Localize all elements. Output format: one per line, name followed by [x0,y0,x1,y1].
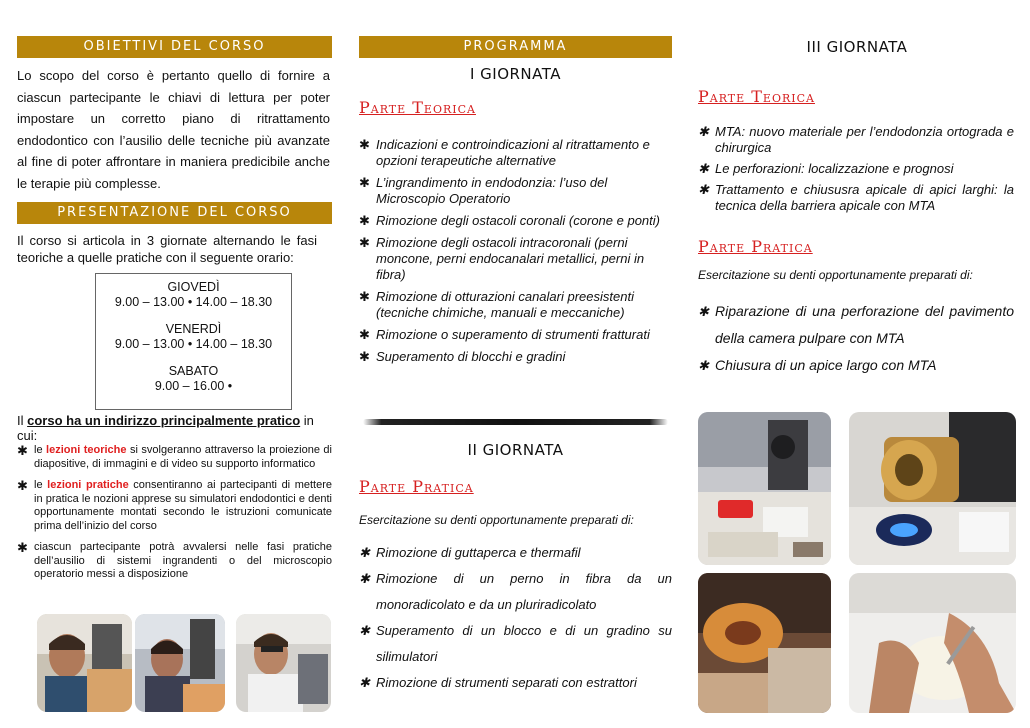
list-item: ✱ Rimozione o superamento di strumenti fratturati [359,327,650,342]
list-item: ✱ Rimozione di strumenti separati con estrattori [359,670,672,696]
asterisk-bullet-icon: ✱ [698,358,709,373]
list-item: ✱ Indicazioni e controindicazioni al ritrattamento e opzioni terapeutiche alternative [359,137,650,168]
day1-title: I GIORNATA [469,65,562,83]
column-obiettivi [17,0,332,728]
list-item: ✱ MTA: nuovo materiale per l’endodonzia ortograda e chirurgica [698,124,1014,155]
list-item: ✱ Rimozione di otturazioni canalari preesistenti (tecniche chimiche, manuali e meccaniche) [359,289,634,320]
day3-pratica-list [698,298,1014,379]
schedule-hours: 9.00 – 16.00 • [154,379,233,393]
obiettivi-text: Lo scopo del corso è pertanto quello di fornire a ciascun partecipante le chiavi di lettura per poter impostare un corretto piano di ritrattamento endodontico con l’ausilio delle tecniche più avanzate al fine di poter affrontare in maniera predicibile anche le terapie più complesse. [17,68,330,191]
day3-esercitazione: Esercitazione su denti opportunamente preparati di: [698,268,973,282]
list-item: ✱ le lezioni teoriche si svolgeranno attraverso la proiezione di diapositive, di immagini e di video su supporto informatico [17,443,332,470]
obiettivi-header: OBIETTIVI DEL CORSO [17,36,332,58]
day2-pratica-list [359,540,672,696]
list-item: ✱ Rimozione degli ostacoli coronali (corone e ponti) [359,213,660,228]
schedule-day-label: GIOVEDÌ [167,280,220,294]
list-item: ✱ Rimozione di un perno in fibra da un monoradicolato e da un pluriradicolato [359,566,672,618]
day1-teorica-list [359,137,672,371]
list-item: ✱ Superamento di un blocco e di un gradino su silimulatori [359,618,672,670]
list-item: ✱ Trattamento e chiususra apicale di apici larghi: la tecnica della barriera apicale con MTA [698,182,1014,213]
asterisk-bullet-icon: ✱ [17,478,28,493]
photo-screen-procedure [698,573,831,713]
highlight-lezioni-pratiche: lezioni pratiche [47,479,129,491]
list-item: ✱ Riparazione di una perforazione del pavimento della camera pulpare con MTA [698,298,1014,352]
asterisk-bullet-icon: ✱ [359,289,370,304]
lead-bold: corso ha un indirizzo principalmente pratico [27,413,301,428]
photo-lab-bench [698,412,831,565]
highlight-lezioni-teoriche: lezioni teoriche [46,444,127,456]
day3-teorica-list [698,124,1014,219]
list-item: ✱ Rimozione degli ostacoli intracoronali (perni moncone, perni endocanalari metallici, perni in fibra) [359,235,645,282]
day3-parte-teorica: Parte Teorica [698,87,815,106]
asterisk-bullet-icon: ✱ [359,545,370,560]
presentazione-text: Il corso si articola in 3 giornate alternando le fasi teoriche a quelle pratiche con il seguente orario: [17,233,317,265]
column-programma [359,0,672,728]
list-item: ✱ Superamento di blocchi e gradini [359,349,566,364]
photo-microscope-closeup [849,412,1016,565]
course-bullets [17,444,332,590]
list-item: ✱ Le perforazioni: localizzazione e prognosi [698,161,954,176]
day1-parte-teorica: Parte Teorica [359,98,476,117]
schedule-day-label: SABATO [168,364,219,378]
asterisk-bullet-icon: ✱ [698,124,709,139]
asterisk-bullet-icon: ✱ [698,304,709,319]
column-day3 [698,0,1016,728]
list-item: ✱ Rimozione di guttaperca e thermafil [359,540,672,566]
asterisk-bullet-icon: ✱ [359,623,370,638]
asterisk-bullet-icon: ✱ [698,182,709,197]
asterisk-bullet-icon: ✱ [17,540,28,555]
day2-title: II GIORNATA [467,441,564,459]
day2-parte-pratica: Parte Pratica [359,477,474,496]
course-focus-lead [17,413,332,443]
list-item: ✱ Chiusura di un apice largo con MTA [698,352,1014,379]
asterisk-bullet-icon: ✱ [17,443,28,458]
asterisk-bullet-icon: ✱ [359,349,370,364]
asterisk-bullet-icon: ✱ [359,213,370,228]
asterisk-bullet-icon: ✱ [698,161,709,176]
schedule-box [95,273,292,410]
schedule-hours: 9.00 – 13.00 • 14.00 – 18.30 [114,295,273,309]
photo-participant-microscope-1 [37,614,132,712]
asterisk-bullet-icon: ✱ [359,327,370,342]
lead-post: in cui: [17,413,314,443]
photo-participant-microscope-3 [236,614,331,712]
list-item: ✱ L’ingrandimento in endodonzia: l’uso del Microscopio Operatorio [359,175,608,206]
asterisk-bullet-icon: ✱ [359,235,370,250]
schedule-day-friday [96,322,291,352]
photo-participant-microscope-2 [135,614,225,712]
list-item: ✱ ciascun partecipante potrà avvalersi nelle fasi pratiche dell’ausilio di sistemi ingrandenti o del microscopio operatorio messi a disposizione [17,540,332,580]
day3-title: III GIORNATA [806,38,908,56]
asterisk-bullet-icon: ✱ [359,675,370,690]
presentazione-header: PRESENTAZIONE DEL CORSO [17,202,332,224]
schedule-hours: 9.00 – 13.00 • 14.00 – 18.30 [114,337,273,351]
photo-hands-working [849,573,1016,713]
programma-header: PROGRAMMA [359,36,672,58]
schedule-day-label: VENERDÌ [165,322,222,336]
brush-divider [363,419,668,425]
lead-pre: Il [17,413,28,428]
day2-esercitazione: Esercitazione su denti opportunamente preparati di: [359,513,634,527]
schedule-day-thursday [96,280,291,310]
list-item: ✱ le lezioni pratiche consentiranno ai partecipanti di mettere in pratica le nozioni apprese su simulatori endodontici e denti opportunamente montati secondo le istruzioni comunicate prima dell’inizio del corso [17,478,332,532]
asterisk-bullet-icon: ✱ [359,175,370,190]
schedule-day-saturday [96,364,291,394]
asterisk-bullet-icon: ✱ [359,571,370,586]
day3-parte-pratica: Parte Pratica [698,237,813,256]
asterisk-bullet-icon: ✱ [359,137,370,152]
